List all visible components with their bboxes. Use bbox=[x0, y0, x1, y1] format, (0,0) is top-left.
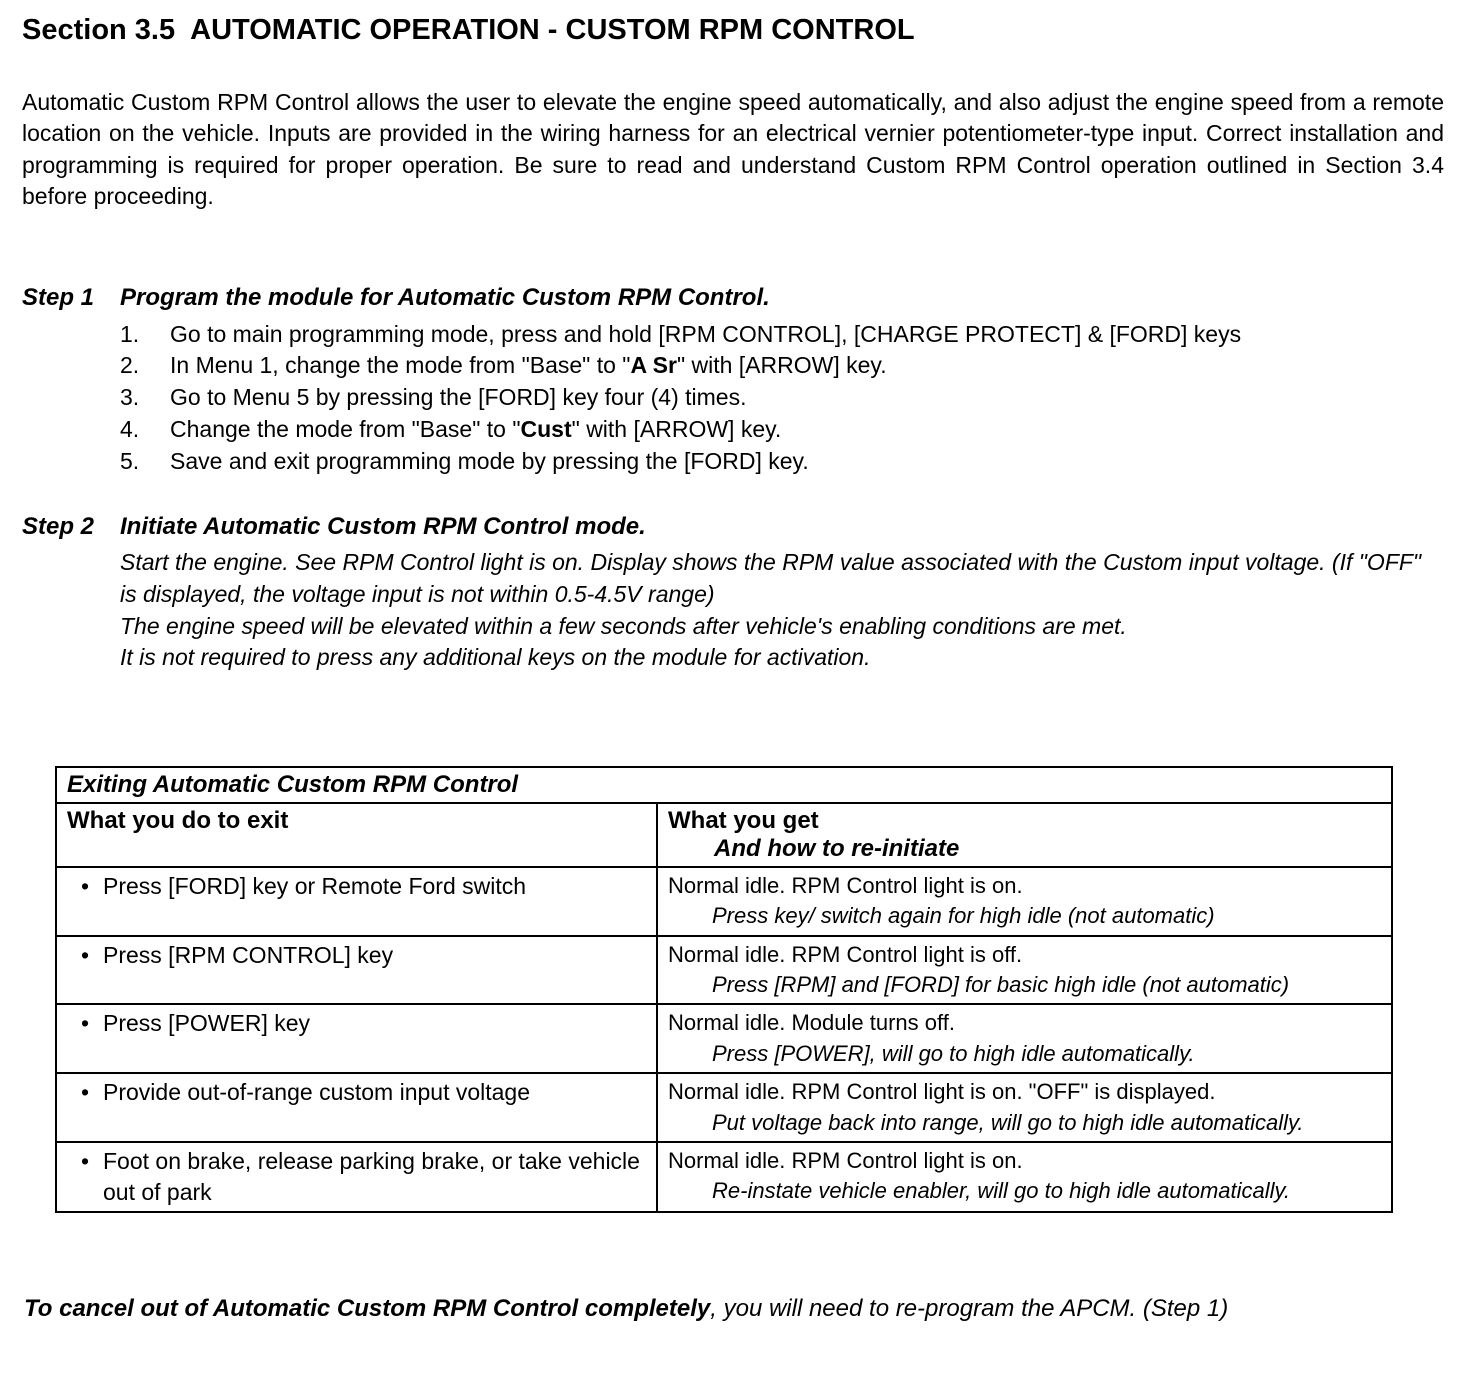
intro-paragraph: Automatic Custom RPM Control allows the user to elevate the engine speed automatically, and also adjust the engine speed from a remote location on the vehicle. Inputs are provided in the wiring harness for an electrical vernier potentiometer-type input. Correct installation and programming is required for proper operation. Be sure to read and understand Custom RPM Control operation outlined in Section 3.4 before proceeding. bbox=[22, 89, 1444, 209]
item-text: Change the mode from "Base" to " bbox=[170, 415, 521, 442]
item-bold: Cust bbox=[520, 415, 572, 442]
list-item bbox=[120, 382, 1444, 414]
cancel-note-bold: To cancel out of Automatic Custom RPM Control completely bbox=[24, 1294, 711, 1322]
result-text: Normal idle. Module turns off. bbox=[668, 1010, 955, 1036]
step-1-header bbox=[22, 282, 1444, 314]
table-row bbox=[56, 936, 1392, 1005]
bullet-icon: • bbox=[80, 1079, 90, 1106]
table-row bbox=[56, 867, 1392, 936]
step-2-paragraph: The engine speed will be elevated within a few seconds after vehicle's enabling conditions are met. bbox=[120, 612, 1127, 639]
action-text: Provide out-of-range custom input voltage bbox=[103, 1079, 531, 1106]
list-item bbox=[120, 446, 1444, 478]
bullet-icon: • bbox=[80, 873, 90, 900]
column-header-result bbox=[657, 803, 1392, 867]
step-2 bbox=[22, 511, 1444, 674]
item-text-post: " with [ARROW] key. bbox=[676, 352, 887, 379]
result-text: Normal idle. RPM Control light is off. bbox=[668, 941, 1023, 967]
bullet-icon: • bbox=[80, 941, 90, 968]
item-number: 4. bbox=[120, 415, 140, 442]
cancel-note-rest: , you will need to re-program the APCM. (Step 1) bbox=[710, 1294, 1229, 1322]
column-header-result-line1: What you get bbox=[668, 807, 819, 835]
step-1-list bbox=[120, 319, 1444, 478]
item-text: In Menu 1, change the mode from "Base" to " bbox=[170, 352, 631, 379]
action-text: Foot on brake, release parking brake, or take vehicle out of park bbox=[103, 1147, 640, 1205]
reinitiate-text: Press [RPM] and [FORD] for basic high idle (not automatic) bbox=[712, 972, 1290, 998]
item-text: Go to main programming mode, press and hold [RPM CONTROL], [CHARGE PROTECT] & [FORD] keys bbox=[170, 320, 1242, 347]
section-title: Section 3.5 AUTOMATIC OPERATION - CUSTOM RPM CONTROL bbox=[22, 14, 915, 46]
step-2-heading: Initiate Automatic Custom RPM Control mode. bbox=[120, 513, 646, 541]
item-number: 1. bbox=[120, 320, 140, 347]
item-number: 2. bbox=[120, 352, 140, 379]
bullet-icon: • bbox=[80, 1147, 90, 1174]
action-text: Press [FORD] key or Remote Ford switch bbox=[103, 873, 527, 900]
step-1 bbox=[22, 282, 1444, 477]
table-header-row bbox=[56, 803, 1392, 867]
step-2-body bbox=[120, 547, 1444, 674]
bullet-icon: • bbox=[80, 1010, 90, 1037]
step-2-paragraph: It is not required to press any additional keys on the module for activation. bbox=[120, 644, 871, 671]
table-row bbox=[56, 1142, 1392, 1212]
cancel-note bbox=[24, 1293, 1444, 1324]
step-1-heading: Program the module for Automatic Custom RPM Control. bbox=[120, 284, 770, 312]
item-bold: A Sr bbox=[630, 352, 677, 379]
reinitiate-text: Press [POWER], will go to high idle automatically. bbox=[712, 1040, 1195, 1066]
list-item bbox=[120, 319, 1444, 351]
result-text: Normal idle. RPM Control light is on. bbox=[668, 873, 1023, 899]
item-text: Save and exit programming mode by pressing the [FORD] key. bbox=[170, 447, 809, 474]
column-header-result-line2: And how to re-initiate bbox=[714, 835, 960, 863]
item-number: 5. bbox=[120, 447, 140, 474]
exiting-table bbox=[55, 766, 1393, 1213]
result-text: Normal idle. RPM Control light is on. bbox=[668, 1147, 1023, 1173]
list-item bbox=[120, 350, 1444, 382]
reinitiate-text: Re-instate vehicle enabler, will go to high idle automatically. bbox=[712, 1178, 1291, 1204]
action-text: Press [RPM CONTROL] key bbox=[103, 941, 394, 968]
result-text: Normal idle. RPM Control light is on. "OFF" is displayed. bbox=[668, 1079, 1216, 1105]
list-item bbox=[120, 414, 1444, 446]
step-2-label: Step 2 bbox=[22, 513, 95, 541]
action-text: Press [POWER] key bbox=[103, 1010, 311, 1037]
table-title-row bbox=[56, 767, 1392, 803]
reinitiate-text: Put voltage back into range, will go to high idle automatically. bbox=[712, 1109, 1304, 1135]
column-header-exit: What you do to exit bbox=[56, 803, 657, 867]
table-title: Exiting Automatic Custom RPM Control bbox=[56, 767, 1392, 803]
table-row bbox=[56, 1004, 1392, 1073]
item-text-post: " with [ARROW] key. bbox=[571, 415, 782, 442]
item-text: Go to Menu 5 by pressing the [FORD] key four (4) times. bbox=[170, 384, 747, 411]
step-1-label: Step 1 bbox=[22, 284, 95, 312]
step-2-header bbox=[22, 511, 1444, 543]
item-number: 3. bbox=[120, 384, 140, 411]
reinitiate-text: Press key/ switch again for high idle (not automatic) bbox=[712, 903, 1215, 929]
step-2-paragraph: Start the engine. See RPM Control light is on. Display shows the RPM value associated with the Custom input voltage. (If "OFF" is displayed, the voltage input is not within 0.5-4.5V range) bbox=[120, 549, 1422, 607]
table-row bbox=[56, 1073, 1392, 1142]
